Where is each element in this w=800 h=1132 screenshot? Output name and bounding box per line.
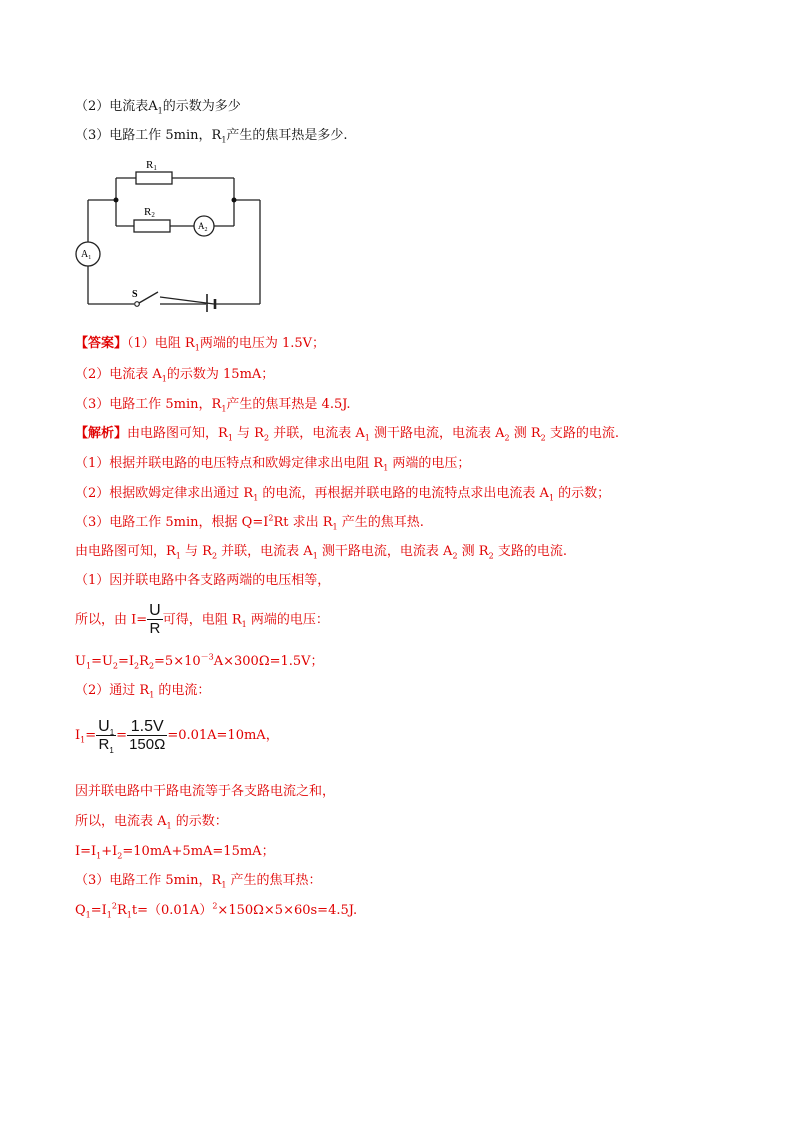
text: 并联，电流表 A [269,426,365,441]
text: =10mA+5mA=15mA； [122,844,275,859]
junction-dot [114,198,119,203]
answer-3-text: （3）电路工作 5min，R [75,397,222,412]
text: （3）电路工作 5min，R [75,873,222,888]
label-r1: R1 [146,160,157,172]
subscript: 1 [221,135,227,145]
answer-3 [75,396,351,414]
label-a2: $A_2$ [198,221,208,233]
text: 与 R [180,544,212,559]
answer-1 [75,335,325,353]
text: = [85,728,97,743]
text: 测干路电流，电流表 A [317,544,453,559]
subscript: 1 [253,493,259,503]
subscript: 1 [221,404,227,414]
subscript: 1 [175,551,181,561]
text: （2）通过 R [75,683,150,698]
solution-1 [75,543,567,561]
subscript: 2 [452,551,458,561]
superscript: －3 [200,652,214,662]
analysis-1 [75,425,619,443]
text: = [116,728,128,743]
text: =5×10 [154,654,201,669]
text: 测 R [457,544,489,559]
subscript: 1 [126,910,132,920]
text: I [75,728,81,743]
solution-9 [75,843,275,861]
text: 产生的焦耳热： [226,873,322,888]
text: A×300Ω=1.5V； [213,654,324,669]
text: 所以，电流表 A [75,814,167,829]
text: R [139,654,149,669]
solution-7 [75,783,335,801]
solution-4 [75,653,324,671]
denominator: 150Ω [129,735,166,753]
text: 与 R [232,426,264,441]
denominator: R [147,619,163,638]
text: R [116,903,127,918]
text: =I [90,903,107,918]
text: t=（0.01A） [131,903,213,918]
answer-1-text: （1）电阻 R [127,336,195,351]
text: （2）根据欧姆定律求出通过 R [75,486,254,501]
label-a1: $A_1$ [81,249,92,261]
answer-2 [75,366,274,384]
question-2 [75,98,241,116]
text: 可得，电阻 R [162,612,242,628]
text: U [75,654,86,669]
text: 测干路电流，电流表 A [369,426,505,441]
fraction-u-over-r [147,602,163,638]
subscript: 1 [166,821,172,831]
question-3-tail: 产生的焦耳热是多少. [226,128,348,143]
denominator: $R_1$ [96,735,116,754]
subscript: 2 [117,851,123,861]
subscript: 1 [548,493,555,503]
analysis-2 [75,455,470,473]
subscript: 1 [106,910,112,920]
text: 并联，电流表 A [217,544,313,559]
text: 所以，由 I= [75,612,148,628]
subscript: 2 [112,661,119,671]
solution-10 [75,872,322,890]
subscript: 1 [364,433,370,443]
text: （3）电路工作 5min，根据 Q=I [75,515,269,530]
subscript: 1 [332,522,338,532]
solution-2 [75,572,330,590]
text: 由电路图可知，R [127,426,228,441]
text: 两端的电压： [246,612,329,628]
text: 的电流，再根据并联电路的电流特点求出电流表 A [258,486,549,501]
solution-3 [75,602,329,638]
superscript: 2 [111,901,117,911]
text: 因并联电路中干路电流等于各支路电流之和， [75,784,336,799]
circuit-diagram [74,160,274,312]
solution-6 [75,716,279,756]
label-r2: R2 [144,206,155,219]
subscript: 1 [157,106,163,116]
subscript: 1 [85,661,92,671]
subscript: 2 [504,433,510,443]
subscript: 2 [263,433,270,443]
text: Rt 求出 R [273,515,333,530]
subscript: 2 [540,433,546,443]
answer-3-tail: 产生的焦耳热是 4.5J. [226,397,351,412]
resistor-r2 [134,220,170,232]
numerator: $U_1$ [98,717,115,737]
analysis-3 [75,485,610,503]
text: =U [91,654,113,669]
text: （1）根据并联电路的电压特点和欧姆定律求出电阻 R [75,456,384,471]
text: （1）因并联电路中各支路两端的电压相等， [75,573,331,588]
fraction-u1-over-r1 [96,718,116,754]
text: 产生的焦耳热. [337,515,424,530]
answer-2-tail: 的示数为 15mA； [166,367,275,382]
text: +I [101,844,118,859]
switch-blade [139,292,158,303]
text: =I [118,654,135,669]
question-3 [75,127,348,145]
text: 的电流： [154,683,211,698]
answer-1-tail: 两端的电压为 1.5V； [199,336,326,351]
subscript: 1 [80,735,86,745]
subscript: 1 [96,851,102,861]
solution-5 [75,682,210,700]
resistor-r1 [136,172,172,184]
subscript: 2 [211,551,218,561]
subscript: 1 [227,433,233,443]
subscript: 2 [488,551,494,561]
solution-11 [75,902,357,920]
subscript: 1 [383,463,389,473]
analysis-tag: 【解析】 [75,426,128,441]
question-2-text: （2）电流表A [75,99,158,114]
subscript: 1 [221,880,227,890]
numerator: U [149,602,161,619]
text: 的示数； [554,486,611,501]
switch-pivot [135,302,140,307]
subscript: 1 [312,551,318,561]
analysis-4 [75,514,424,532]
text: ×150Ω×5×60s=4.5J. [217,903,358,918]
solution-8 [75,813,228,831]
text: 的示数： [171,814,228,829]
subscript: 1 [161,374,167,384]
text: Q [75,903,86,918]
superscript: 2 [268,513,274,523]
fraction-values [127,718,167,754]
numerator: 1.5V [130,717,164,735]
text: =0.01A=10mA， [167,728,279,743]
junction-dot [232,198,237,203]
question-2-tail: 的示数为多少 [162,99,241,114]
answer-tag: 【答案】 [75,336,128,351]
label-switch: S [132,289,138,300]
text: 由电路图可知，R [75,544,176,559]
subscript: 2 [134,661,140,671]
superscript: 2 [212,901,218,911]
question-3-text: （3）电路工作 5min，R [75,128,222,143]
subscript: 1 [85,910,91,920]
subscript: 1 [241,620,247,630]
text: I=I [75,844,97,859]
text: 两端的电压； [388,456,471,471]
answer-2-text: （2）电流表 A [75,367,162,382]
subscript: 2 [148,661,155,671]
subscript: 1 [194,343,200,353]
text: 支路的电流. [493,544,567,559]
text: 支路的电流. [545,426,619,441]
text: 测 R [509,426,541,441]
subscript: 1 [149,690,155,700]
